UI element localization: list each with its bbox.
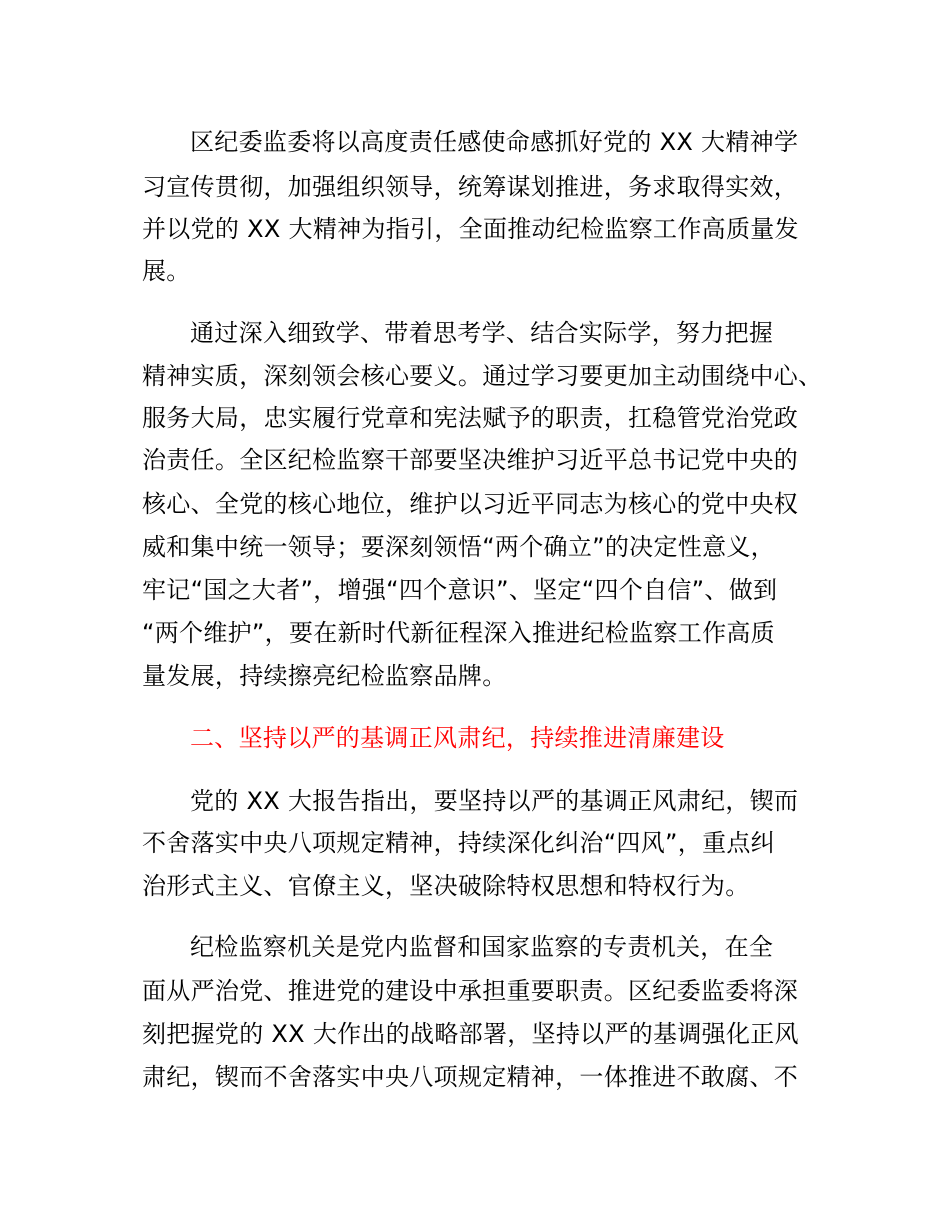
paragraph-3-line-3: 治形式主义、官僚主义，坚决破除特权思想和特权行为。 [142, 872, 750, 900]
paragraph-2-line-1: 通过深入细致学、带着思考学、结合实际学，努力把握 [190, 319, 774, 347]
paragraph-4-line-1: 纪检监察机关是党内监督和国家监察的专责机关，在全 [190, 933, 774, 961]
paragraph-1-line-2: 习宣传贯彻，加强组织领导，统筹谋划推进，务求取得实效， [142, 173, 799, 201]
paragraph-2-line-9: 量发展，持续擦亮纪检监察品牌。 [142, 662, 507, 690]
paragraph-1-line-1: 区纪委监委将以高度责任感使命感抓好党的 XX 大精神学 [190, 128, 799, 156]
paragraph-2-line-6: 威和集中统一领导；要深刻领悟“两个确立”的决定性意义， [142, 533, 775, 561]
paragraph-4-line-2: 面从严治党、推进党的建设中承担重要职责。区纪委监委将深 [142, 977, 799, 1005]
paragraph-2-line-4: 治责任。全区纪检监察干部要坚决维护习近平总书记党中央的 [142, 446, 799, 474]
paragraph-3-line-1: 党的 XX 大报告指出，要坚持以严的基调正风肃纪，锲而 [190, 787, 799, 815]
paragraph-3-line-2: 不舍落实中央八项规定精神，持续深化纠治“四风”，重点纠 [142, 829, 775, 857]
paragraph-1-line-3: 并以党的 XX 大精神为指引，全面推动纪检监察工作高质量发 [142, 215, 799, 243]
paragraph-2-line-3: 服务大局，忠实履行党章和宪法赋予的职责，扛稳管党治党政 [142, 404, 799, 432]
paragraph-1-line-4: 展。 [142, 257, 191, 285]
paragraph-2-line-7: 牢记“国之大者”，增强“四个意识”、坚定“四个自信”、做到 [142, 576, 778, 604]
paragraph-2-line-5: 核心、全党的核心地位，维护以习近平同志为核心的党中央权 [142, 490, 799, 518]
paragraph-2-line-8: “两个维护”，要在新时代新征程深入推进纪检监察工作高质 [142, 619, 775, 647]
section-heading: 二、坚持以严的基调正风肃纪，持续推进清廉建设 [190, 724, 725, 752]
paragraph-4-line-4: 肃纪，锲而不舍落实中央八项规定精神，一体推进不敢腐、不 [142, 1063, 799, 1091]
paragraph-2-line-2: 精神实质，深刻领会核心要义。通过学习要更加主动围绕中心、 [142, 362, 823, 390]
paragraph-4-line-3: 刻把握党的 XX 大作出的战略部署，坚持以严的基调强化正风 [142, 1020, 799, 1048]
